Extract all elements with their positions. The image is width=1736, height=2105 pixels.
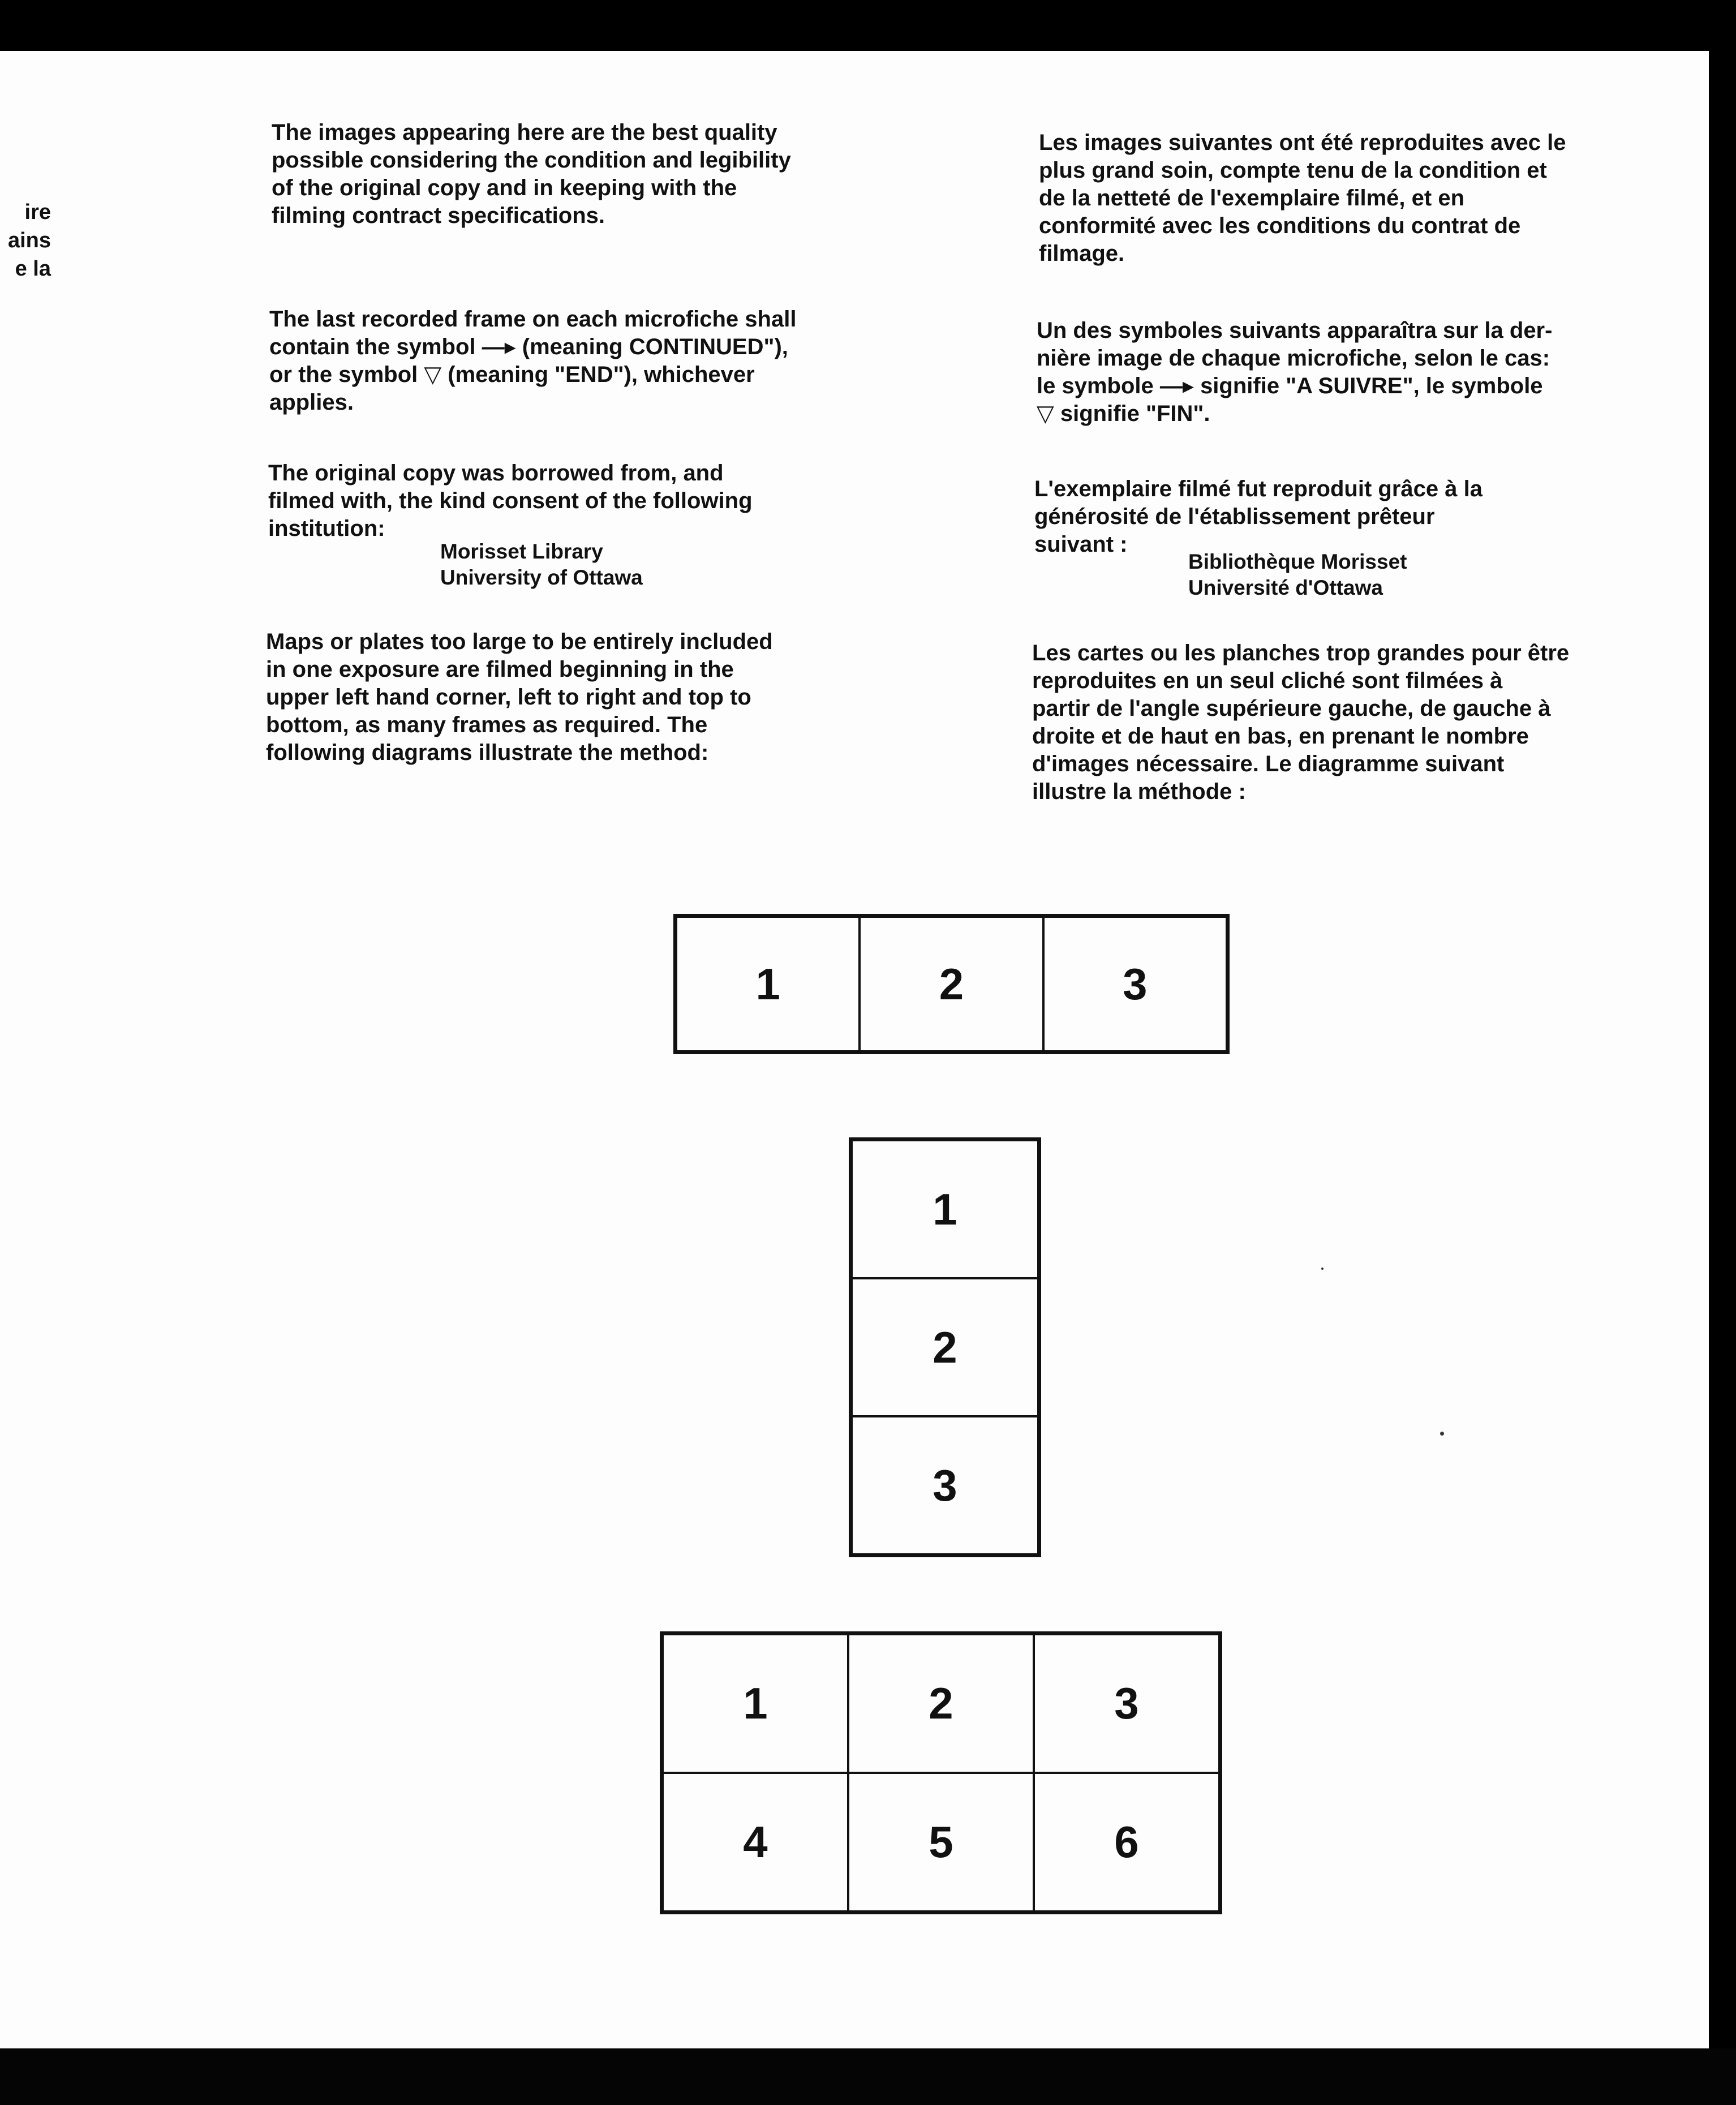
english-symbols-paragraph: The last recorded frame on each microfiche shall contain the symbol —▸ (meaning CONTINUED"), or the symbol ▽ (meaning "END"), whichever applies. [269, 307, 797, 415]
film-edge-bottom [0, 2048, 1736, 2105]
diagram-grid-two-rows [660, 1631, 1222, 1914]
english-maps-paragraph: Maps or plates too large to be entirely included in one exposure are filmed beginning in the upper left hand corner, left to right and top to bottom, as many frames as required. The following diagrams illustrate the method: [266, 629, 773, 765]
french-symbols-paragraph: Un des symboles suivants apparaîtra sur la der- nière image de chaque microfiche, selon le cas: le symbole —▸ signifie "A SUIVRE", le symbole ▽ signifie "FIN". [1037, 318, 1553, 426]
english-institution [440, 539, 643, 591]
diagram-horizontal-row [673, 914, 1230, 1054]
frame-cell: 1 [852, 1140, 1038, 1278]
institution-line: University of Ottawa [440, 566, 643, 589]
scan-speck [1321, 1268, 1324, 1270]
frame-cell: 2 [852, 1278, 1038, 1416]
english-quality-paragraph: The images appearing here are the best quality possible considering the condition and legibility of the original copy and in keeping with the filming contract specifications. [272, 120, 791, 228]
frame-cell: 3 [1043, 917, 1227, 1051]
frame-cell: 2 [848, 1634, 1034, 1773]
institution-line: Morisset Library [440, 540, 603, 563]
previous-page-edge-fragment [0, 198, 51, 283]
frame-cell: 5 [848, 1773, 1034, 1911]
frame-cell: 1 [676, 917, 860, 1051]
french-quality-paragraph: Les images suivantes ont été reproduites avec le plus grand soin, compte tenu de la condition et de la netteté de l'exemplaire filmé, et en conformité avec les conditions du contrat de filmage. [1039, 130, 1566, 266]
document-page [0, 51, 1709, 2048]
english-borrowed-paragraph: The original copy was borrowed from, and filmed with, the kind consent of the following institution: [268, 461, 753, 541]
french-borrowed-paragraph: L'exemplaire filmé fut reproduit grâce à la générosité de l'établissement prêteur suivant : [1034, 476, 1483, 557]
diagram-vertical-column [849, 1137, 1041, 1557]
film-edge-right [1709, 0, 1736, 2105]
french-maps-paragraph: Les cartes ou les planches trop grandes pour être reproduites en un seul cliché sont filmées à partir de l'angle supérieure gauche, de gauche à droite et de haut en bas, en prenant le nombre d'images nécessaire. Le diagramme suivant illustre la méthode : [1032, 641, 1570, 804]
institution-line: Université d'Ottawa [1188, 576, 1383, 599]
french-institution [1188, 549, 1407, 601]
frame-cell: 1 [663, 1634, 848, 1773]
frame-cell: 4 [663, 1773, 848, 1911]
frame-cell: 3 [852, 1416, 1038, 1554]
edge-fragment-line: e la [15, 257, 51, 281]
scan-speck [1440, 1432, 1444, 1436]
frame-cell: 2 [860, 917, 1043, 1051]
institution-line: Bibliothèque Morisset [1188, 550, 1407, 573]
edge-fragment-line: ire [24, 200, 51, 224]
edge-fragment-line: ains [7, 229, 51, 252]
frame-cell: 3 [1034, 1634, 1219, 1773]
frame-cell: 6 [1034, 1773, 1219, 1911]
